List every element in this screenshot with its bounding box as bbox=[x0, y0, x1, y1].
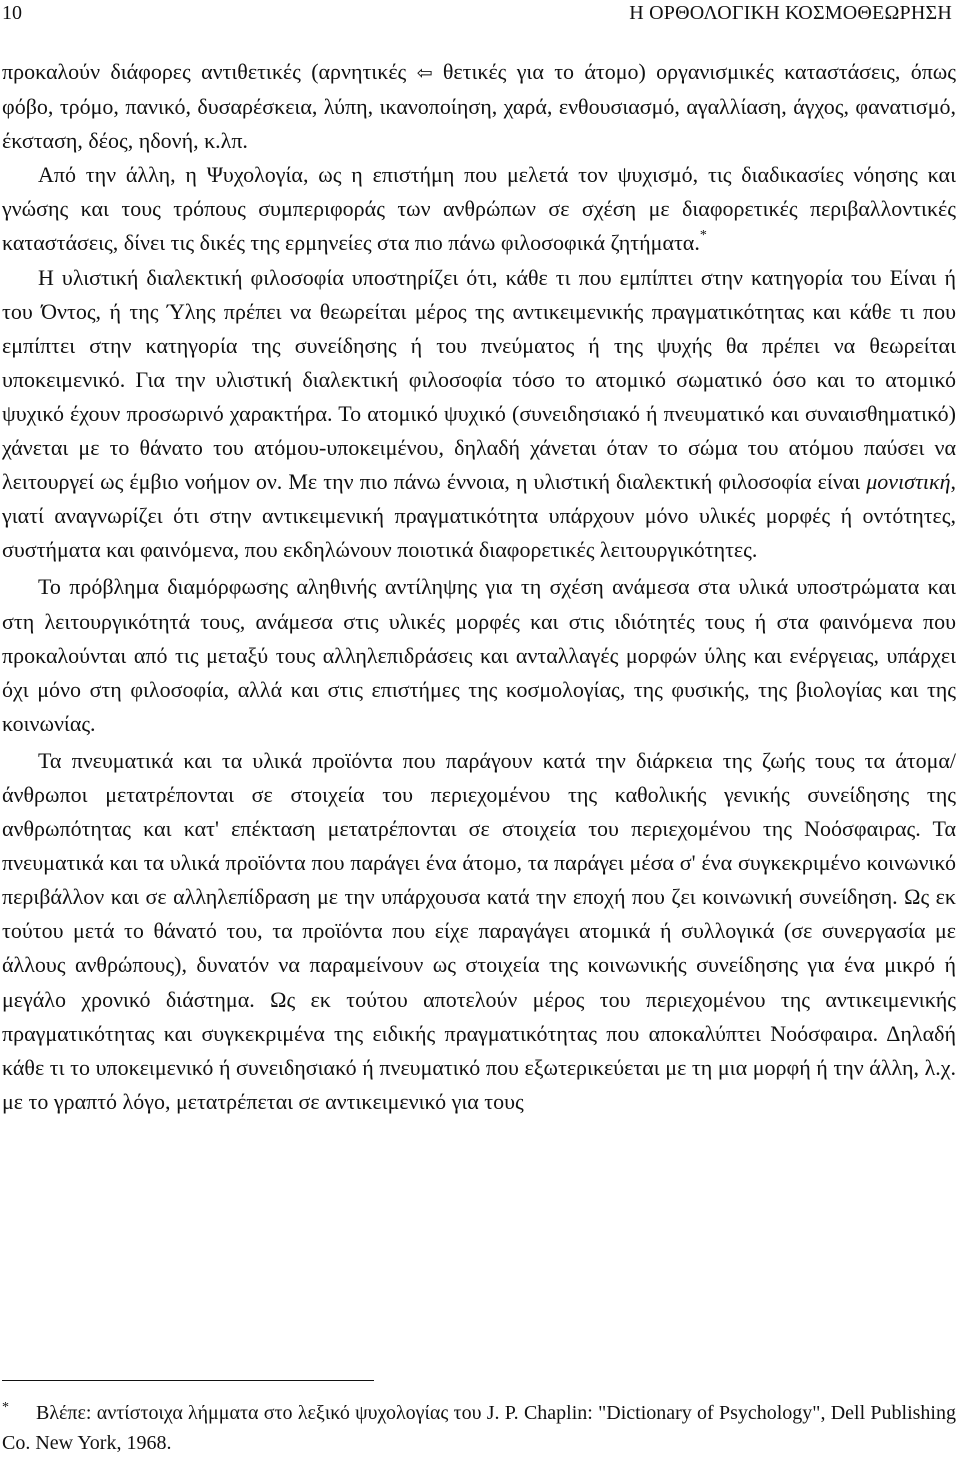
paragraph-5: Τα πνευματικά και τα υλικά προϊόντα που παράγουν κατά την διάρκεια της ζωής τους τα άτομα/άνθρωποι μετατρέπονται σε στοιχεία του περιεχομένου της καθολικής γενικής συνείδησης της ανθρωπότητας και κατ' επέκταση μετατρέπονται σε στοιχεία του περιεχομένου της Νοόσφαιρας. Τα πνευματικά και τα υλικά προϊόντα που παράγει ένα άτομο, τα παράγει μέσα σ' ένα συγκεκριμένο κοινωνικό περιβάλλον και σε αλληλεπίδραση με την υπάρχουσα κατά την εποχή που ζει κοινωνική συνείδηση. Ως εκ τούτου μετά το θάνατό του, τα προϊόντα που είχε παραγάγει ατομικά ή συλλογικά (σε συνεργασία με άλλους ανθρώπους), δυνατόν να παραμείνουν ως στοιχεία της κοινωνικής συνείδησης για ένα μικρό ή μεγάλο χρονικό διάστημα. Ως εκ τούτου αποτελούν μέρος του περιεχομένου της αντικειμενικής πραγματικότητας και συγκεκριμένα της ειδικής πραγματικότητας που αποκαλύπτει Νοόσφαιρα. Δηλαδή κάθε τι το υποκειμενικό ή συνειδησιακό ή πνευματικό που εξωτερικεύεται με τη μια μορφή ή την άλλη, λ.χ. με το γραπτό λόγο, μετατρέπεται σε αντικειμενικό για τους bbox=[2, 747, 956, 1114]
page-number: 10 bbox=[2, 2, 22, 24]
footnote-reference[interactable]: * bbox=[699, 228, 707, 244]
footnote: * Βλέπε: αντίστοιχα λήμματα στο λεξικό ψυχολογίας του J. P. Chaplin: "Dictionary of Psychology", Dell Publishing Co. New York, 1968. bbox=[2, 1400, 956, 1454]
paragraph-2-text: Από την άλλη, η Ψυχολογία, ως η επιστήμη που μελετά τον ψυχισμό, τις διαδικασίες νόησης και γνώσης και τους τρόπους συμπεριφοράς των ανθρώπων σε σχέση με διαφορετικές περιβαλλοντικές καταστάσεις, δίνει τις δικές της ερμηνείες στα πιο πάνω φιλοσοφικά ζητήματα. bbox=[2, 162, 956, 256]
footnote-text: Βλέπε: αντίστοιχα λήμματα στο λεξικό ψυχολογίας του J. P. Chaplin: "Dictionary of Psychology", Dell Publishing Co. New York, 1968. bbox=[2, 1402, 956, 1454]
body-text bbox=[2, 55, 956, 1119]
emphasis-monistic: μονιστική bbox=[866, 469, 951, 495]
paragraph-2 bbox=[2, 158, 956, 260]
footnote-divider bbox=[2, 1380, 374, 1381]
paragraph-3-part-a: Η υλιστική διαλεκτική φιλοσοφία υποστηρίζει ότι, κάθε τι που εμπίπτει στην κατηγορία του Είναι ή του Όντος, ή της Ύλης πρέπει να θεωρείται μέρος της αντικειμενικής πραγματικότητας και κάθε τι που εμπίπτει στην κατηγορία της συνείδησης ή του πνεύματος ή της ψυχής θα πρέπει να θεωρείται υποκειμενικό. Για την υλιστική διαλεκτική φιλοσοφία τόσο το ατομικό σωματικό όσο και το ατομικό ψυχικό έχουν προσωρινό χαρακτήρα. Το ατομικό ψυχικό (συνειδησιακό ή πνευματικό και συναισθηματικό) χάνεται με το θάνατο του ατόμου-υποκειμένου, δηλαδή χάνεται όταν το σώμα του ατόμου παύσει να λειτουργεί ως έμβιο νοήμον ον. Με την πιο πάνω έννοια, η υλιστική διαλεκτική φιλοσοφία είναι bbox=[2, 264, 956, 495]
paragraph-3 bbox=[2, 261, 956, 568]
left-arrow-icon: ⇦ bbox=[416, 62, 433, 84]
paragraph-3-part-b: , γιατί αναγνωρίζει ότι στην αντικειμενική πραγματικότητα υπάρχουν μόνο υλικές μορφές ή οντότητες, συστήματα και φαινόμενα, που εκδηλώνουν ποιοτικά διαφορετικές λειτουργικότητες. bbox=[2, 469, 956, 563]
paragraph-4: Το πρόβλημα διαμόρφωσης αληθινής αντίληψης για τη σχέση ανάμεσα στα υλικά υποστρώματα και στη λειτουργικότητά τους, ανάμεσα στις υλικές μορφές και στις ιδιότητές τους ή στα φαινόμενα που προκαλούνται από τις μεταξύ τους αλληλεπιδράσεις και ανταλλαγές μορφών ύλης και ενέργειας, υπάρχει όχι μόνο στη φιλοσοφία, αλλά και στις επιστήμες της κοσμολογίας, της φυσικής, της βιολογίας και της κοινωνίας. bbox=[2, 574, 956, 736]
running-title: Η ΟΡΘΟΛΟΓΙΚΗ ΚΟΣΜΟΘΕΩΡΗΣΗ bbox=[629, 2, 952, 24]
paragraph-1-part-a: προκαλούν διάφορες αντιθετικές (αρνητικές bbox=[2, 59, 417, 84]
paragraph-1-part-b: θετικές για το άτομο) οργανισμικές καταστάσεις, όπως φόβο, τρόμο, πανικό, δυσαρέσκεια, λύπη, ικανοποίηση, χαρά, ενθουσιασμό, αγαλλίαση, άγχος, φανατισμό, έκσταση, δέος, ηδονή, κ.λπ. bbox=[2, 59, 957, 154]
page-header bbox=[0, 0, 960, 34]
paragraph-1 bbox=[2, 55, 956, 158]
